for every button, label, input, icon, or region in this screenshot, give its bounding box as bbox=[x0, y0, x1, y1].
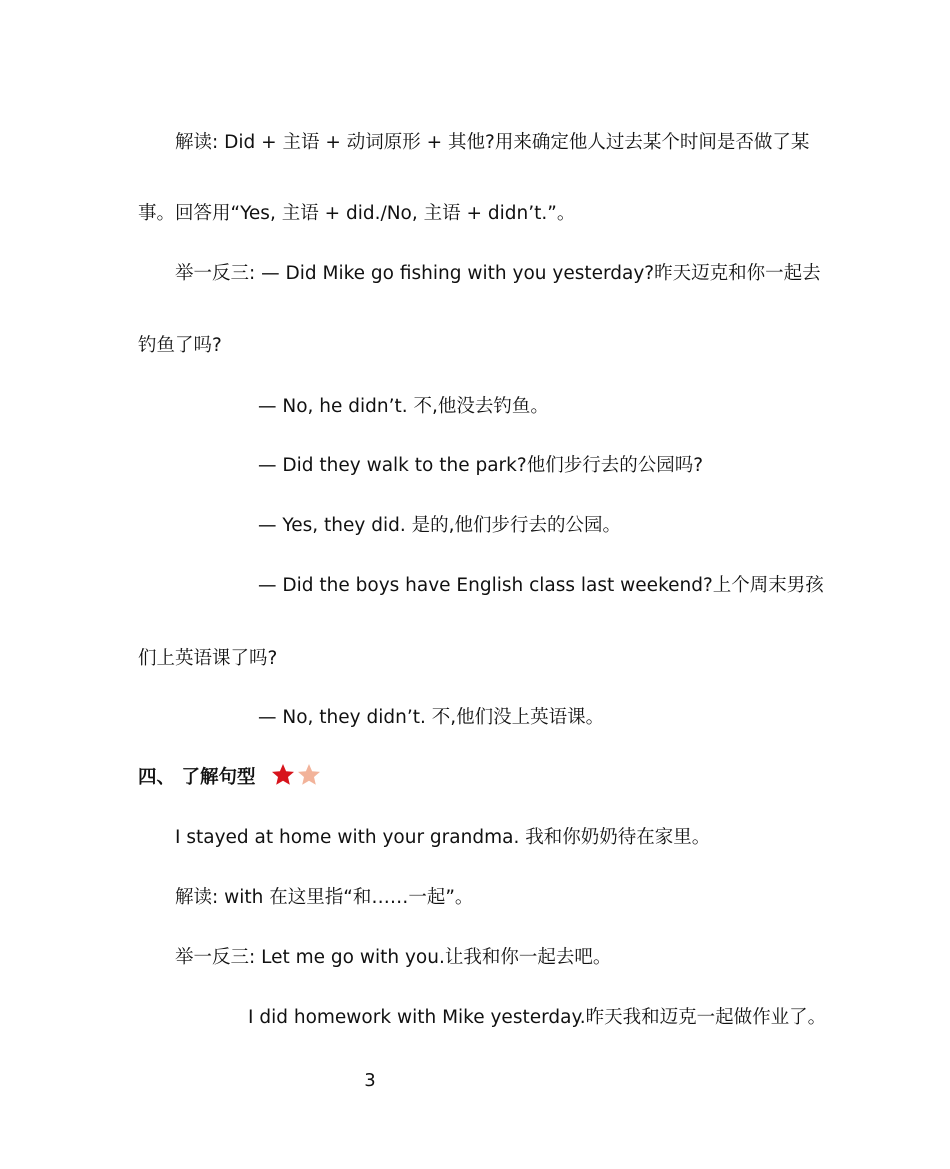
sentence-pattern: I stayed at home with your grandma. 我和你奶奶待在家里。 bbox=[175, 827, 711, 848]
dialogue-line-4: — Did the boys have English class last weekend?上个周末男孩 bbox=[258, 575, 824, 596]
section-heading: 四、 了解句型 bbox=[138, 767, 256, 788]
pattern-example-1: 举一反三: Let me go with you.让我和你一起去吧。 bbox=[175, 947, 612, 968]
explanation-line-1: 解读: Did + 主语 + 动词原形 + 其他?用来确定他人过去某个时间是否做了某 bbox=[175, 132, 810, 153]
dialogue-line-1: — No, he didn’t. 不,他没去钓鱼。 bbox=[258, 396, 549, 417]
dialogue-line-5: — No, they didn’t. 不,他们没上英语课。 bbox=[258, 707, 605, 728]
pattern-explanation: 解读: with 在这里指“和……一起”。 bbox=[175, 887, 474, 908]
dialogue-line-2: — Did they walk to the park?他们步行去的公园吗? bbox=[258, 455, 704, 476]
example-line-2: 钓鱼了吗? bbox=[138, 335, 222, 356]
dialogue-line-4-cont: 们上英语课了吗? bbox=[138, 648, 278, 669]
difficulty-stars bbox=[270, 763, 322, 787]
pattern-example-2: I did homework with Mike yesterday.昨天我和迈克一起做作业了。 bbox=[248, 1007, 827, 1028]
page-number: 3 bbox=[364, 1070, 376, 1091]
example-line-1: 举一反三: — Did Mike go fishing with you yesterday?昨天迈克和你一起去 bbox=[175, 263, 821, 284]
dialogue-line-3: — Yes, they did. 是的,他们步行去的公园。 bbox=[258, 515, 621, 536]
explanation-line-2: 事。回答用“Yes, 主语 + did./No, 主语 + didn’t.”。 bbox=[138, 203, 576, 224]
star-faded-icon bbox=[298, 764, 320, 785]
star-filled-icon bbox=[272, 764, 294, 785]
